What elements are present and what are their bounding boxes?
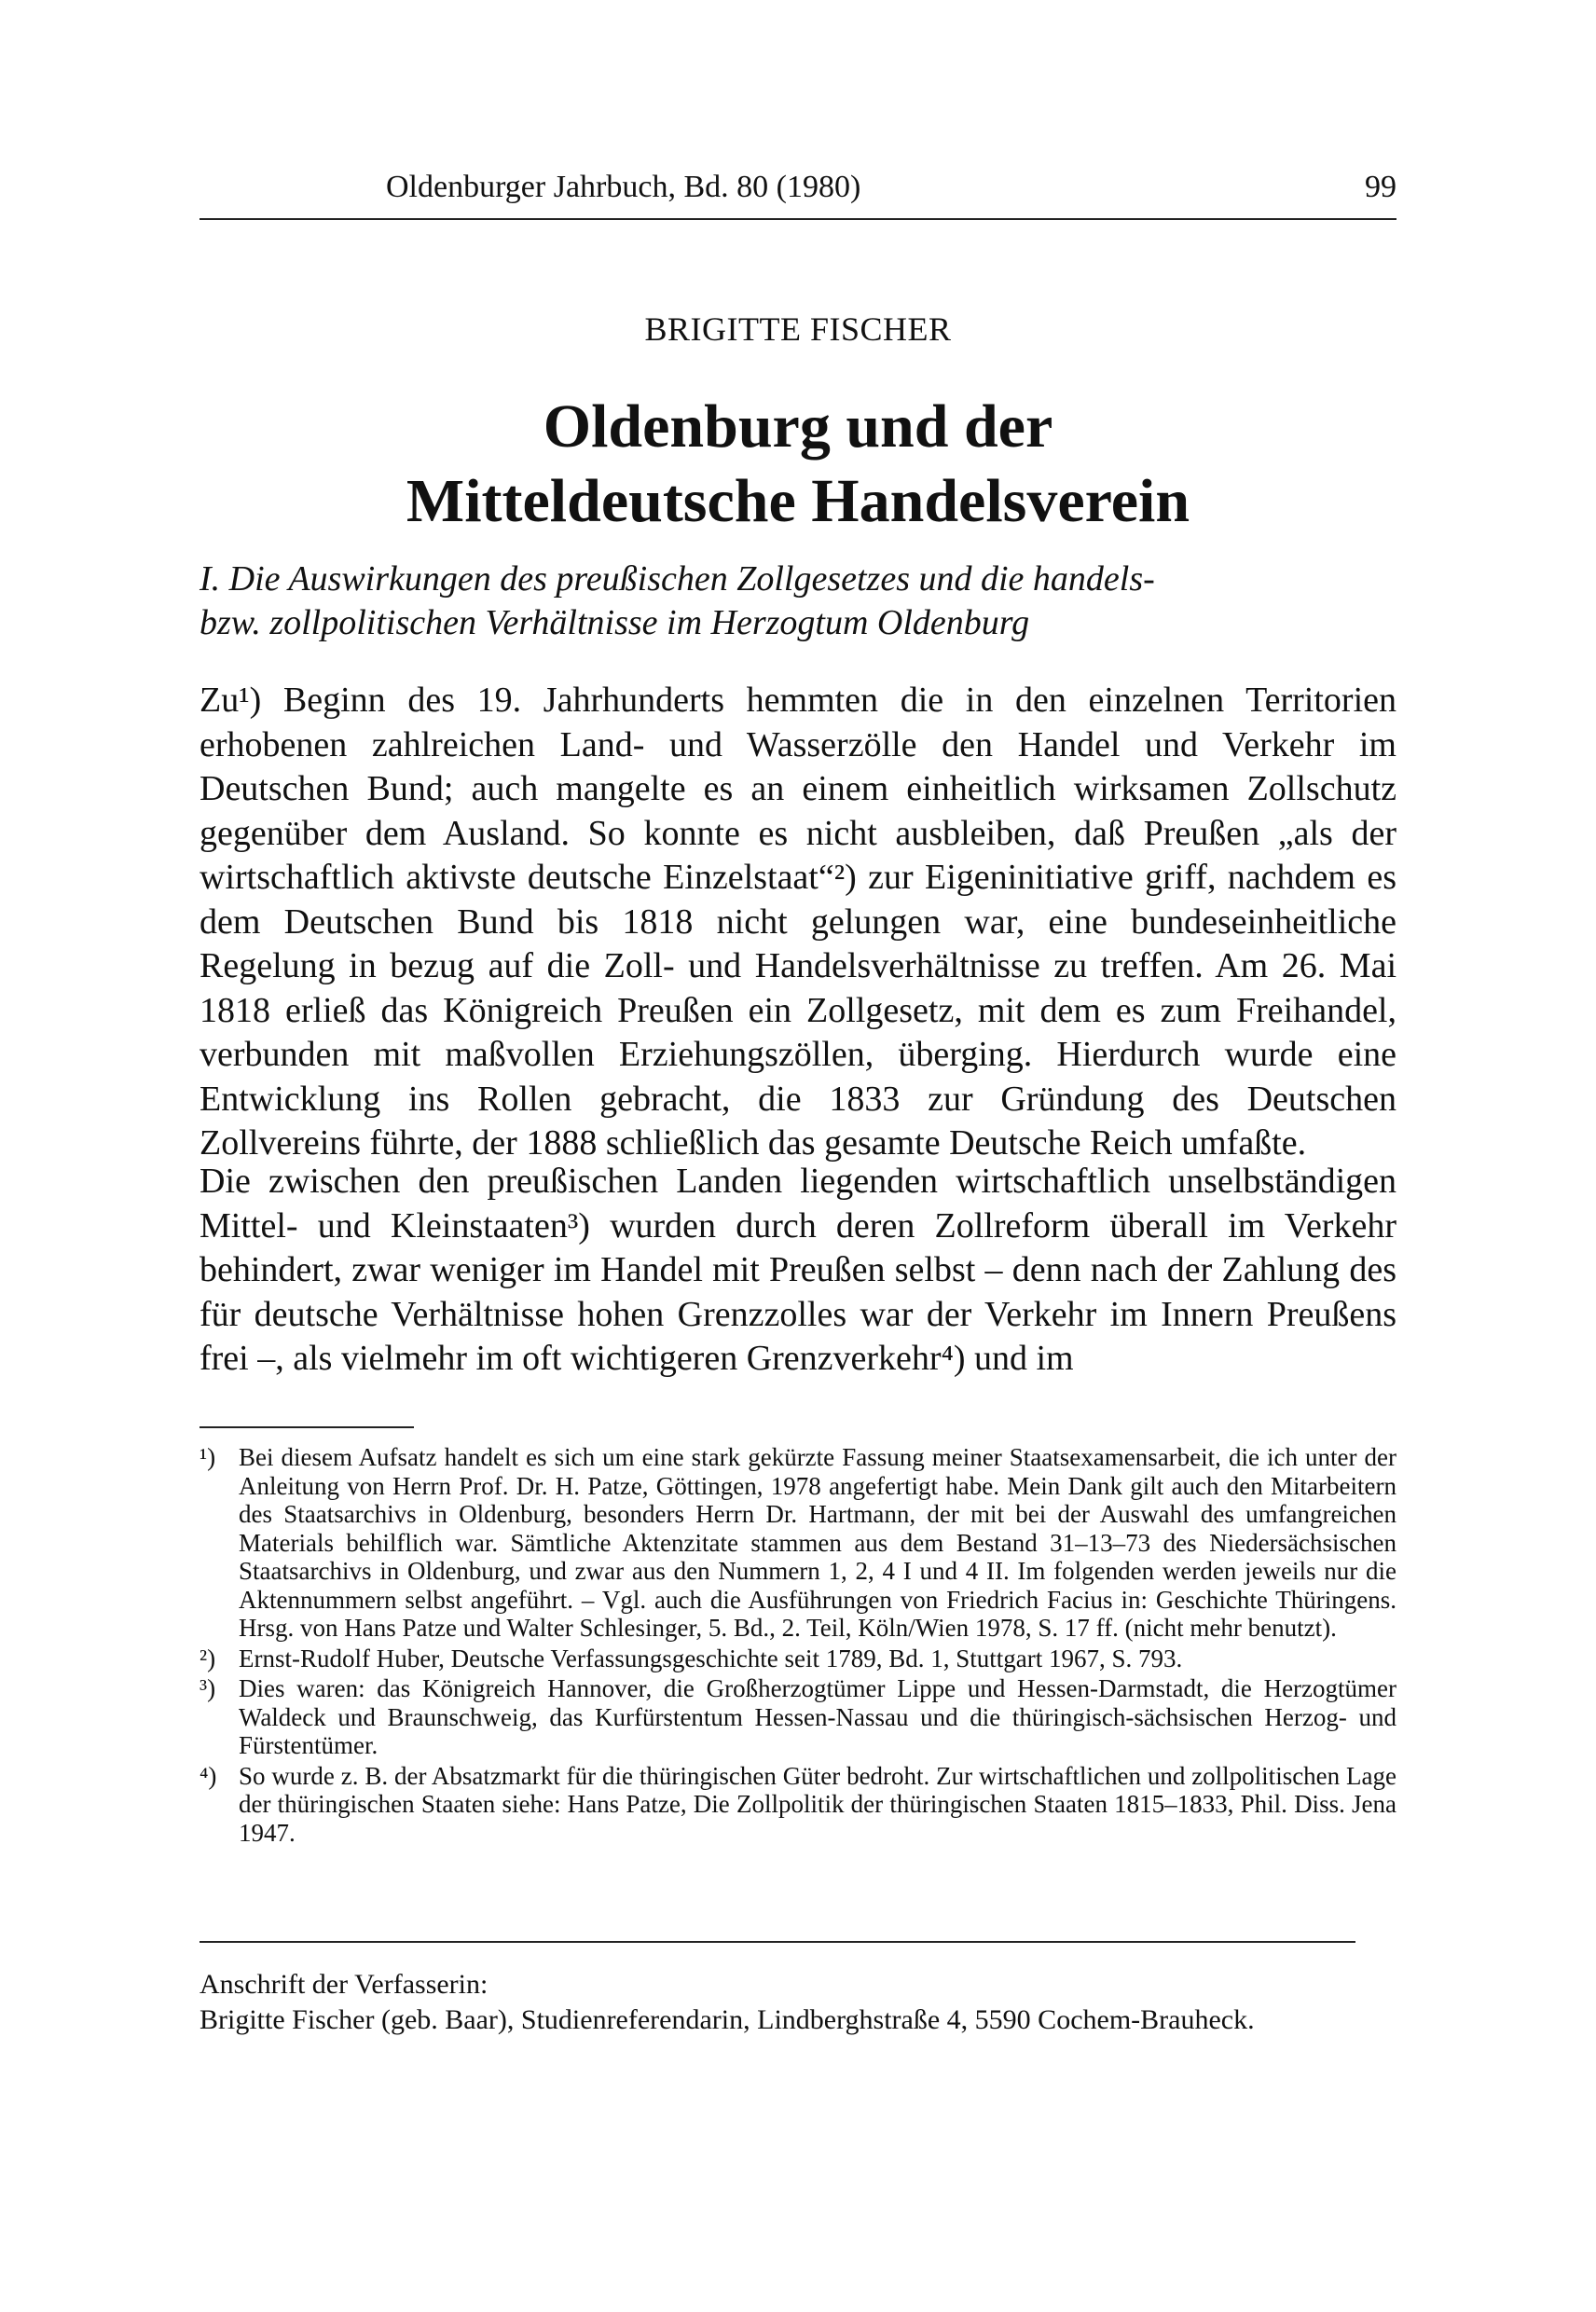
footnote-text: Dies waren: das Königreich Hannover, die Großherzogtümer Lippe und Hessen-Darmstadt, die Herzogtümer Waldeck und Braunschweig, das Kurfürstentum Hessen-Nassau und die thüringisch-sächsischen Herzog- und Fürstentümer. bbox=[239, 1674, 1396, 1759]
running-header bbox=[200, 160, 1396, 220]
section-heading-line-1: I. Die Auswirkungen des preußischen Zollgesetzes und die handels- bbox=[200, 559, 1155, 599]
footnote-text: Bei diesem Aufsatz handelt es sich um eine stark gekürzte Fassung meiner Staatsexamensarbeit, die ich unter der Anleitung von Herrn Prof. Dr. H. Patze, Göttingen, 1978 angefertigt habe. Mein Dank gilt auch den Mitarbeitern des Staatsarchivs in Oldenburg, besonders Herrn Dr. Hartmann, der mit bei der Auswahl des umfangreichen Materials behilflich war. Sämtliche Aktenzitate stammen aus dem Bestand 31–13–73 des Niedersächsischen Staatsarchivs in Oldenburg, und zwar aus den Nummern 1, 2, 4 I und 4 II. Im folgenden werden jeweils nur die Aktennummern selbst angeführt. – Vgl. auch die Ausführungen von Friedrich Facius in: Geschichte Thüringens. Hrsg. von Hans Patze und Walter Schlesinger, 5. Bd., 2. Teil, Köln/Wien 1978, S. 17 ff. (nicht mehr benutzt). bbox=[239, 1443, 1396, 1642]
article-title bbox=[200, 390, 1396, 539]
footnote-3 bbox=[200, 1674, 1396, 1760]
footnote-mark: ³) bbox=[200, 1674, 216, 1702]
footnote-1 bbox=[200, 1443, 1396, 1643]
address-divider bbox=[200, 1941, 1355, 1943]
footnote-2 bbox=[200, 1645, 1396, 1673]
body-paragraph-1: Zu¹) Beginn des 19. Jahrhunderts hemmten die in den einzelnen Territorien erhobenen zahlreichen Land- und Wasserzölle den Handel und Verkehr im Deutschen Bund; auch mangelte es an einem einheitlich wirksamen Zollschutz gegenüber dem Ausland. So konnte es nicht ausbleiben, daß Preußen „als der wirtschaftlich aktivste deutsche Einzelstaat“²) zur Eigeninitiative griff, nachdem es dem Deutschen Bund bis 1818 nicht gelungen war, eine bundeseinheitliche Regelung in bezug auf die Zoll- und Handelsverhältnisse zu treffen. Am 26. Mai 1818 erließ das Königreich Preußen ein Zollgesetz, mit dem es zum Freihandel, verbunden mit maßvollen Erziehungszöllen, überging. Hierdurch wurde eine Entwicklung ins Rollen gebracht, die 1833 zur Gründung des Deutschen Zollvereins führte, der 1888 schließlich das gesamte Deutsche Reich umfaßte. bbox=[200, 681, 1396, 1163]
footnote-mark: ²) bbox=[200, 1644, 216, 1672]
title-line-1: Oldenburg und der bbox=[543, 392, 1053, 461]
page-number: 99 bbox=[1365, 170, 1396, 204]
author-name: BRIGITTE FISCHER bbox=[644, 310, 952, 348]
footnotes bbox=[200, 1443, 1396, 1849]
body-paragraph-2: Die zwischen den preußischen Landen liegenden wirtschaftlich unselbständigen Mittel- und Kleinstaaten³) wurden durch deren Zollreform überall im Verkehr behindert, zwar weniger im Handel mit Preußen selbst – denn nach der Zahlung des für deutsche Verhältnisse hohen Grenzzolles war der Verkehr im Innern Preußens frei –, als vielmehr im oft wichtigeren Grenzverkehr⁴) und im bbox=[200, 1162, 1396, 1378]
address-text: Brigitte Fischer (geb. Baar), Studienreferendarin, Lindberghstraße 4, 5590 Cochem-Brauheck. bbox=[200, 2004, 1255, 2035]
title-line-2: Mitteldeutsche Handelsverein bbox=[406, 467, 1190, 535]
footnote-divider bbox=[200, 1426, 414, 1428]
journal-title: Oldenburger Jahrbuch, Bd. 80 (1980) bbox=[386, 170, 861, 204]
footnote-4 bbox=[200, 1762, 1396, 1848]
author-address bbox=[200, 1967, 1396, 2038]
section-heading-line-2: bzw. zollpolitischen Verhältnisse im Herzogtum Oldenburg bbox=[200, 603, 1030, 642]
footnote-text: So wurde z. B. der Absatzmarkt für die thüringischen Güter bedroht. Zur wirtschaftlichen und zollpolitischen Lage der thüringischen Staaten siehe: Hans Patze, Die Zollpolitik der thüringischen Staaten 1815–1833, Phil. Diss. Jena 1947. bbox=[239, 1761, 1396, 1847]
footnote-text: Ernst-Rudolf Huber, Deutsche Verfassungsgeschichte seit 1789, Bd. 1, Stuttgart 1967, S. 793. bbox=[239, 1644, 1183, 1672]
section-heading bbox=[200, 557, 1318, 645]
footnote-mark: ¹) bbox=[200, 1443, 216, 1471]
address-label: Anschrift der Verfasserin: bbox=[200, 1969, 488, 2000]
footnote-mark: ⁴) bbox=[200, 1761, 217, 1790]
